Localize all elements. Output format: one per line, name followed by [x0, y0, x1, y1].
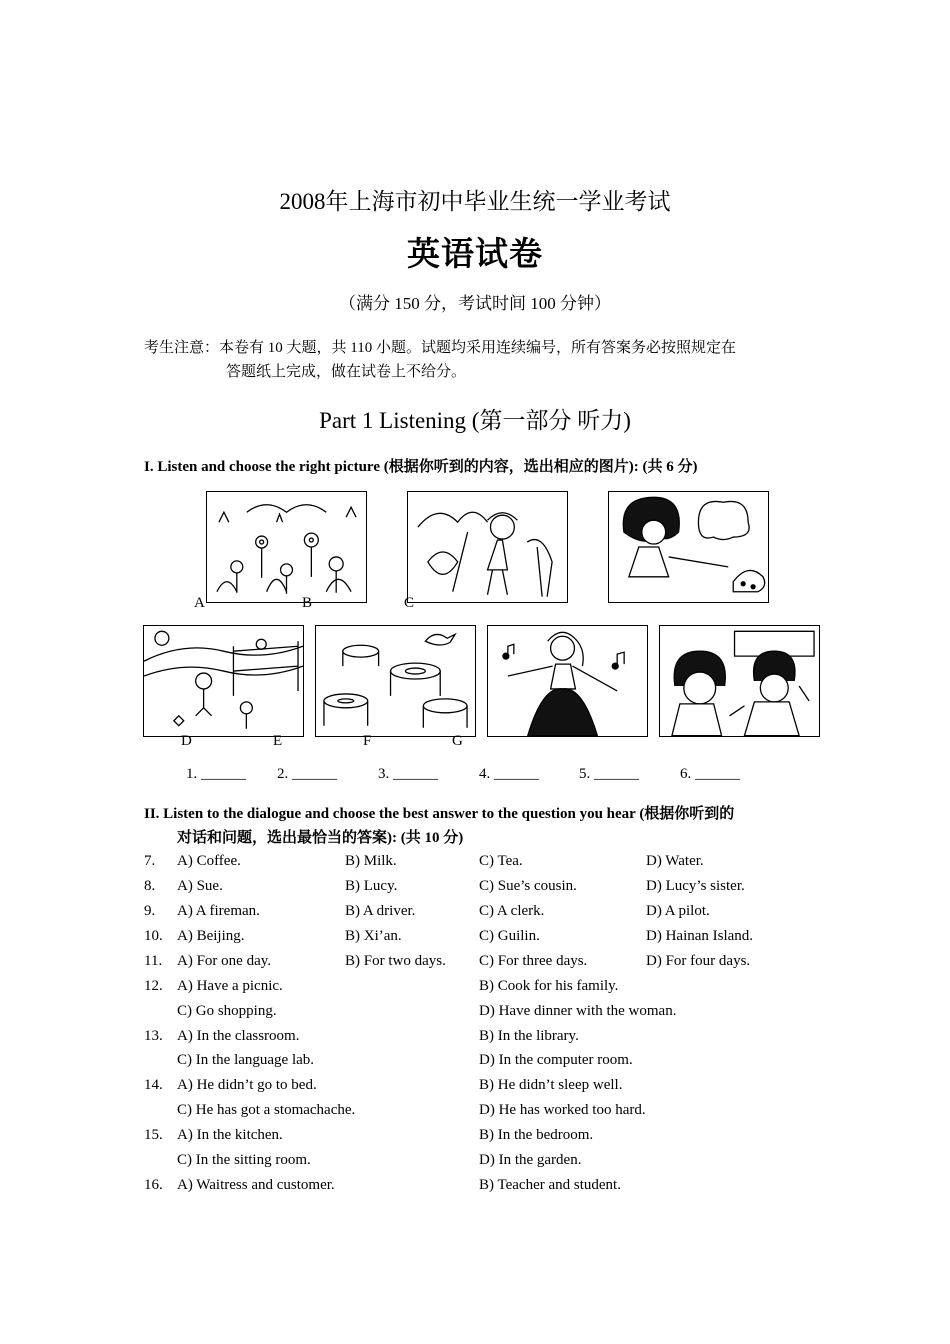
option-b[interactable]: B) Cook for his family.	[479, 978, 619, 994]
beach-illustration	[144, 626, 303, 736]
option-a[interactable]: A) Sue.	[177, 878, 223, 894]
option-a[interactable]: A) Waitress and customer.	[177, 1177, 335, 1193]
answer-blank-1[interactable]: 1. ______	[186, 766, 246, 782]
option-a[interactable]: A) Coffee.	[177, 853, 241, 869]
option-c[interactable]: C) Tea.	[479, 853, 523, 869]
option-a[interactable]: A) He didn’t go to bed.	[177, 1077, 317, 1093]
picture-label-a: A	[194, 595, 205, 611]
notice-line-1: 本卷有 10 大题，共 110 小题。试题均采用连续编号，所有答案务必按照规定在	[219, 340, 736, 356]
option-c[interactable]: C) Sue’s cousin.	[479, 878, 577, 894]
option-d[interactable]: D) Lucy’s sister.	[646, 878, 745, 894]
option-c[interactable]: C) Guilin.	[479, 928, 540, 944]
hiker-illustration	[408, 492, 567, 602]
option-b[interactable]: B) For two days.	[345, 953, 446, 969]
question-number: 10.	[144, 928, 163, 944]
section-2-heading	[144, 802, 824, 850]
picture-label-b: B	[302, 595, 313, 611]
picture-label-g: G	[452, 733, 463, 749]
notice-label: 考生注意：	[144, 340, 220, 356]
option-a[interactable]: A) A fireman.	[177, 903, 260, 919]
picture-girl-dog	[608, 491, 769, 603]
option-b[interactable]: B) In the library.	[479, 1028, 579, 1044]
option-a[interactable]: A) Beijing.	[177, 928, 245, 944]
option-b[interactable]: B) Milk.	[345, 853, 397, 869]
question-number: 16.	[144, 1177, 163, 1193]
answer-blank-5[interactable]: 5. ______	[579, 766, 639, 782]
option-b[interactable]: B) In the bedroom.	[479, 1127, 594, 1143]
answer-blank-3[interactable]: 3. ______	[378, 766, 438, 782]
exam-meta: （满分 150 分，考试时间 100 分钟）	[339, 294, 611, 313]
option-a[interactable]: A) In the kitchen.	[177, 1127, 283, 1143]
option-a[interactable]: A) In the classroom.	[177, 1028, 300, 1044]
candidate-notice	[144, 336, 824, 384]
question-number: 15.	[144, 1127, 163, 1143]
picture-label-d: D	[181, 733, 192, 749]
answer-blank-6[interactable]: 6. ______	[680, 766, 740, 782]
picture-label-f: F	[363, 733, 372, 749]
option-d[interactable]: D) A pilot.	[646, 903, 710, 919]
option-c[interactable]: C) In the sitting room.	[177, 1152, 311, 1168]
girl-dog-illustration	[609, 492, 768, 602]
part-1-title: Part 1 Listening (第一部分 听力)	[319, 408, 631, 433]
question-number: 12.	[144, 978, 163, 994]
option-c[interactable]: C) A clerk.	[479, 903, 545, 919]
dancer-illustration	[488, 626, 647, 736]
option-c[interactable]: C) In the language lab.	[177, 1052, 315, 1068]
question-number: 8.	[144, 878, 156, 894]
picture-beach-volleyball	[143, 625, 304, 737]
section-2-heading-line-1: II. Listen to the dialogue and choose the best answer to the question you hear (根据你听到的	[144, 806, 735, 822]
option-c[interactable]: C) Go shopping.	[177, 1003, 277, 1019]
question-number: 14.	[144, 1077, 163, 1093]
subject-title: 英语试卷	[407, 234, 543, 273]
option-a[interactable]: A) Have a picnic.	[177, 978, 283, 994]
option-d[interactable]: D) In the computer room.	[479, 1052, 633, 1068]
question-number: 9.	[144, 903, 156, 919]
answer-blank-2[interactable]: 2. ______	[277, 766, 337, 782]
picture-two-girls	[659, 625, 820, 737]
picture-hiker	[407, 491, 568, 603]
option-d[interactable]: D) For four days.	[646, 953, 751, 969]
girls-illustration	[660, 626, 819, 736]
option-b[interactable]: B) He didn’t sleep well.	[479, 1077, 623, 1093]
option-b[interactable]: B) A driver.	[345, 903, 416, 919]
picture-label-c: C	[404, 595, 415, 611]
picture-dancing-girl	[487, 625, 648, 737]
option-d[interactable]: D) Water.	[646, 853, 704, 869]
option-c[interactable]: C) For three days.	[479, 953, 588, 969]
option-d[interactable]: D) In the garden.	[479, 1152, 582, 1168]
option-d[interactable]: D) Have dinner with the woman.	[479, 1003, 677, 1019]
question-number: 13.	[144, 1028, 163, 1044]
option-b[interactable]: B) Lucy.	[345, 878, 398, 894]
stumps-illustration	[316, 626, 475, 736]
option-c[interactable]: C) He has got a stomachache.	[177, 1102, 356, 1118]
flowers-illustration	[207, 492, 366, 602]
picture-label-e: E	[273, 733, 283, 749]
section-1-heading: I. Listen and choose the right picture (根据你听到的内容，选出相应的图片): (共 6 分)	[144, 459, 698, 475]
option-d[interactable]: D) Hainan Island.	[646, 928, 754, 944]
exam-title: 2008年上海市初中毕业生统一学业考试	[279, 189, 671, 214]
picture-tree-stumps	[315, 625, 476, 737]
option-b[interactable]: B) Teacher and student.	[479, 1177, 621, 1193]
option-a[interactable]: A) For one day.	[177, 953, 272, 969]
option-b[interactable]: B) Xi’an.	[345, 928, 402, 944]
section-2-heading-line-2: 对话和问题，选出最恰当的答案): (共 10 分)	[177, 830, 464, 846]
option-d[interactable]: D) He has worked too hard.	[479, 1102, 646, 1118]
picture-flowers	[206, 491, 367, 603]
notice-line-2: 答题纸上完成，做在试卷上不给分。	[226, 364, 467, 380]
answer-blank-4[interactable]: 4. ______	[479, 766, 539, 782]
question-number: 11.	[144, 953, 163, 969]
question-number: 7.	[144, 853, 156, 869]
